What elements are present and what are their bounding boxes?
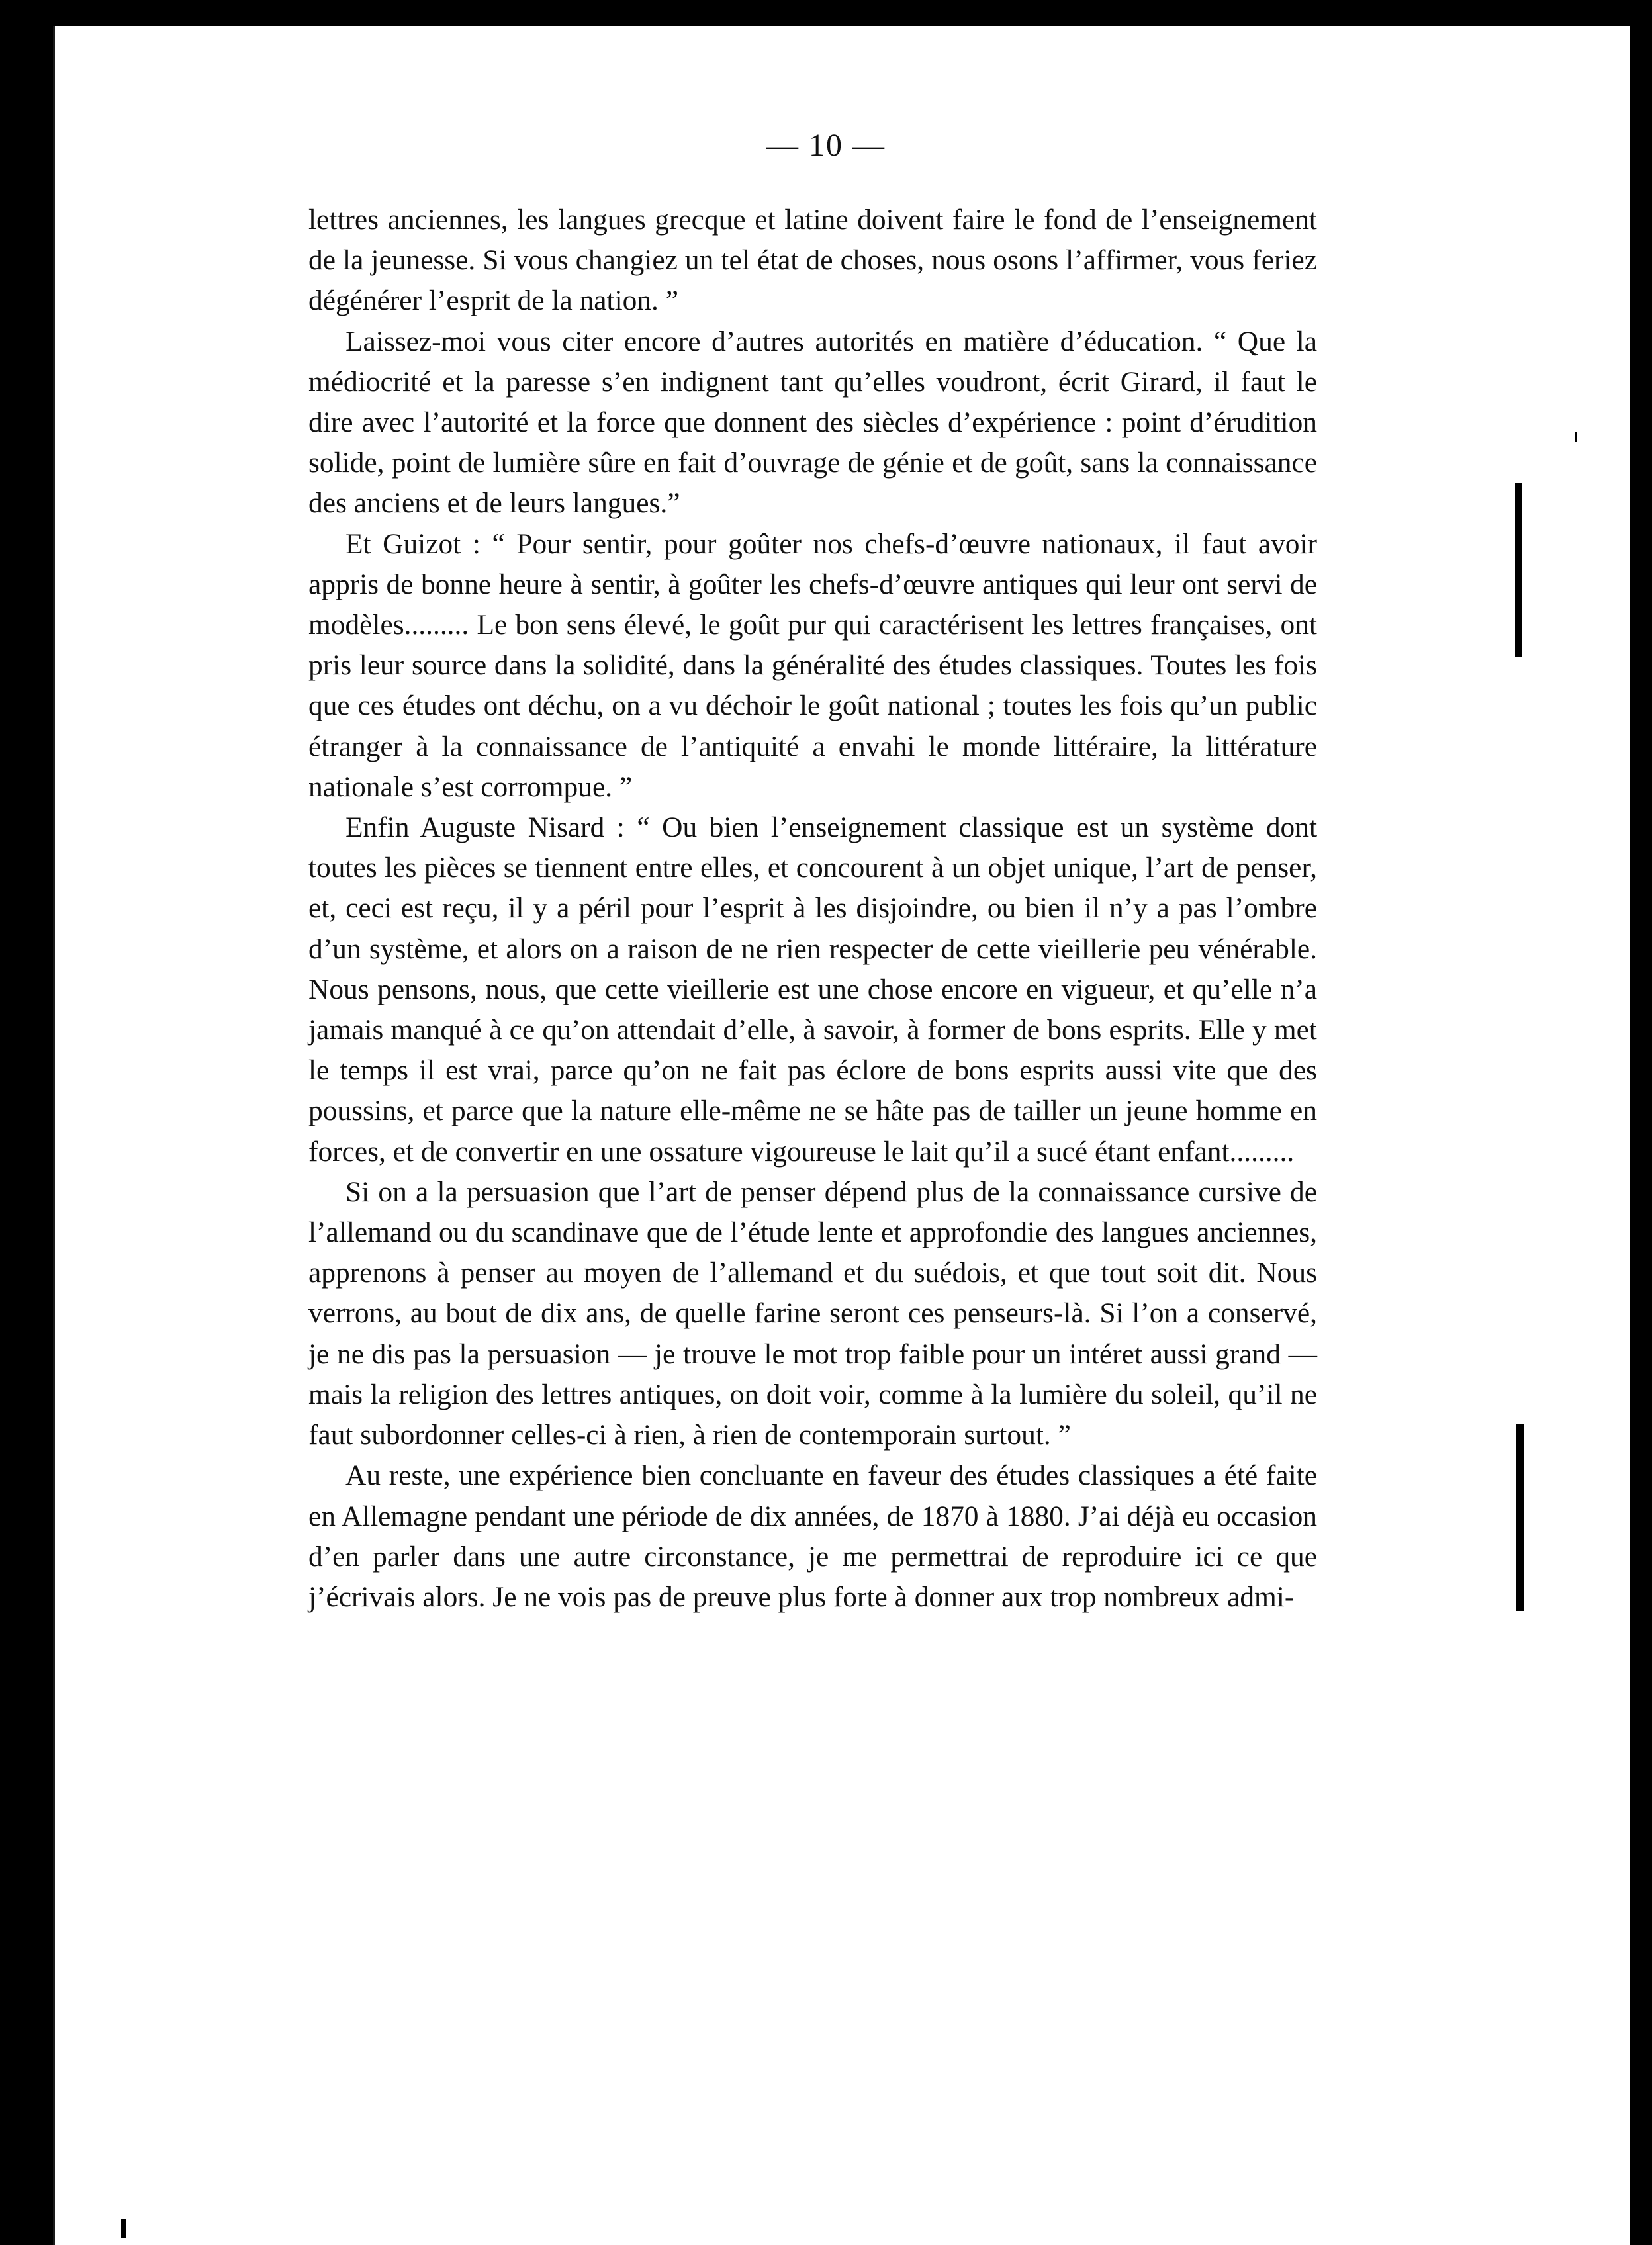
paragraph: Si on a la persuasion que l’art de penser dépend plus de la connaissance cursive de l’allemand ou du scandinave que de l’étude lente et approfondie des langues anciennes, apprenons à penser au moyen de l’allemand et du suédois, et que tout soit dit. Nous verrons, au bout de dix ans, de quelle farine seront ces penseurs-là. Si l’on a conservé, je ne dis pas la persuasion — je trouve le mot trop faible pour un intéret aussi grand — mais la religion des lettres antiques, on doit voir, comme à la lumière du soleil, qu’il ne faut subordonner celles-ci à rien, à rien de contemporain surtout. ” bbox=[308, 1175, 1317, 1451]
paragraph: Laissez-moi vous citer encore d’autres autorités en matière d’éducation. “ Que la médiocrité et la paresse s’en indignent tant qu’elles voudront, écrit Girard, il faut le dire avec l’autorité et la force que donnent des siècles d’expérience : point d’érudition solide, point de lumière sûre en fait d’ouvrage de génie et de goût, sans la connaissance des anciens et de leurs langues.” bbox=[308, 325, 1317, 520]
paragraph: Et Guizot : “ Pour sentir, pour goûter nos chefs-d’œuvre nationaux, il faut avoir appris de bonne heure à sentir, à goûter les chefs-d’œuvre antiques qui leur ont servi de modèles......... Le bon sens élevé, le goût pur qui caractérisent les lettres françaises, ont pris leur source dans la solidité, dans la généralité des études classiques. Toutes les fois que ces études ont déchu, on a vu déchoir le goût national ; toutes les fois qu’un public étranger à la connaissance de l’antiquité a envahi le monde littéraire, la littérature nationale s’est corrompue. ” bbox=[308, 527, 1317, 803]
paragraph: lettres anciennes, les langues grecque et latine doivent faire le fond de l’enseignement de la jeunesse. Si vous changiez un tel état de choses, nous osons l’affirmer, vous feriez dégénérer l’esprit de la nation. ” bbox=[308, 204, 1317, 317]
margin-mark bbox=[1575, 432, 1577, 442]
paragraph: Au reste, une expérience bien concluante en faveur des études classiques a été faite en Allemagne pendant une période de dix années, de 1870 à 1880. J’ai déjà eu occasion d’en parler dans une autre circonstance, je me permettrai de reproduire ici ce que j’écrivais alors. Je ne vois pas de preuve plus forte à donner aux trop nombreux admi- bbox=[308, 1459, 1317, 1613]
margin-mark bbox=[1515, 483, 1522, 657]
paragraph: Enfin Auguste Nisard : “ Ou bien l’enseignement classique est un système dont toutes les pièces se tiennent entre elles, et concourent à un objet unique, l’art de penser, et, ceci est reçu, il y a péril pour l’esprit à les disjoindre, ou bien il n’y a pas l’ombre d’un système, et alors on a raison de ne rien respecter de cette vieillerie peu vénérable. Nous pensons, nous, que cette vieillerie est une chose encore en vigueur, et qu’elle n’a jamais manqué à ce qu’on attendait d’elle, à savoir, à former de bons esprits. Elle y met le temps il est vrai, parce qu’on ne fait pas éclore de bons esprits aussi vite que des poussins, et parce que la nature elle-même ne se hâte pas de tailler un jeune homme en forces, et de convertir en une ossature vigoureuse le lait qu’il a sucé étant enfant......... bbox=[308, 811, 1317, 1168]
margin-mark bbox=[1516, 1424, 1524, 1611]
body-text bbox=[308, 200, 1317, 1618]
page-number: — 10 — bbox=[766, 128, 886, 163]
margin-mark bbox=[121, 2219, 126, 2238]
